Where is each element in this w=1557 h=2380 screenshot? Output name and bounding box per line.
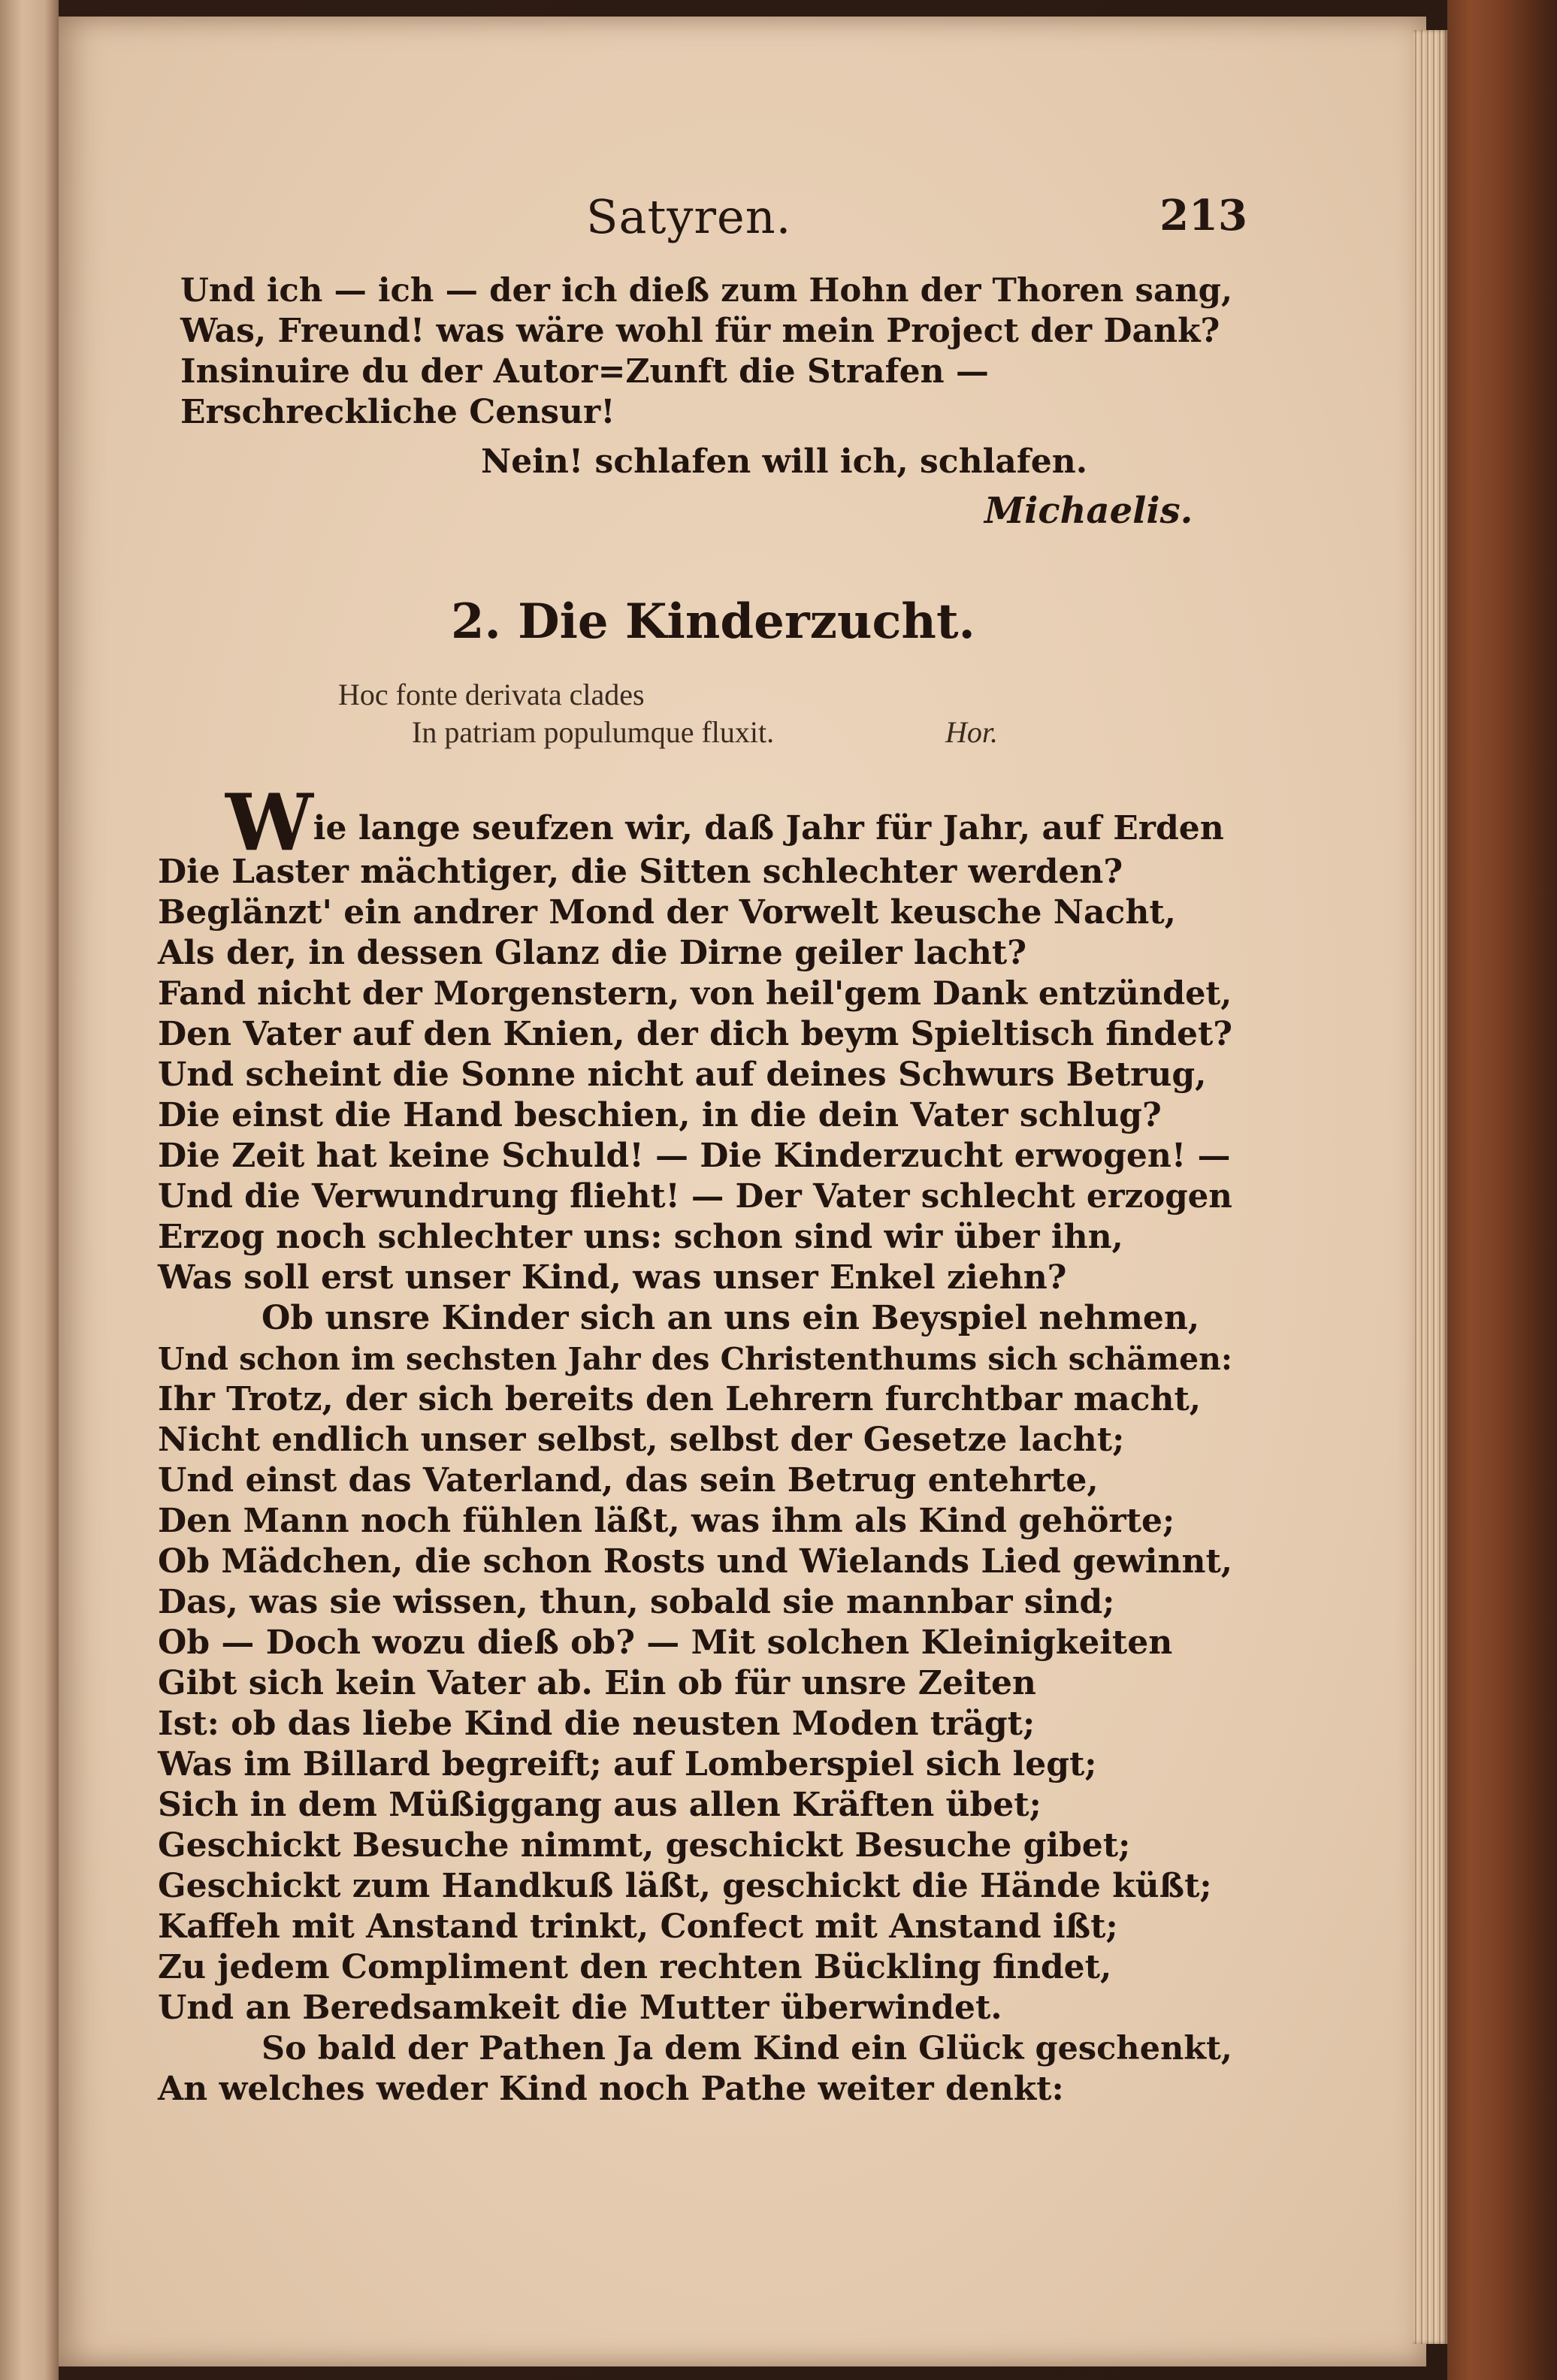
poem-line: Ob Mädchen, die schon Rosts und Wielands Lied gewinnt, xyxy=(158,1542,1233,1581)
poem-line: Den Vater auf den Knien, der dich beym Spieltisch findet? xyxy=(158,1015,1233,1053)
poem-line: Kaffeh mit Anstand trinkt, Confect mit Anstand ißt; xyxy=(158,1907,1118,1946)
poem-line: Und die Verwundrung flieht! — Der Vater schlecht erzogen xyxy=(158,1177,1232,1216)
running-title: Satyren. xyxy=(586,189,792,244)
poem-line: Und einst das Vaterland, das sein Betrug entehrte, xyxy=(158,1461,1099,1500)
poem-line: Die Laster mächtiger, die Sitten schlechter werden? xyxy=(158,853,1123,891)
poem-line: Das, was sie wissen, thun, sobald sie mannbar sind; xyxy=(158,1583,1115,1621)
poem-line: Und an Beredsamkeit die Mutter überwindet. xyxy=(158,1989,1002,2027)
poem-line: Als der, in dessen Glanz die Dirne geiler lacht? xyxy=(158,934,1026,972)
running-header xyxy=(586,189,1247,249)
author-signature: Michaelis. xyxy=(984,490,1193,532)
poem-line: Nicht endlich unser selbst, selbst der Gesetze lacht; xyxy=(158,1421,1125,1459)
left-page-edge xyxy=(0,0,59,2380)
page-number: 213 xyxy=(1159,191,1247,240)
poem-line: Ist: ob das liebe Kind die neusten Moden trägt; xyxy=(158,1705,1035,1743)
page-edges xyxy=(1413,30,1447,2344)
poem-line: Den Mann noch fühlen läßt, was ihm als Kind gehörte; xyxy=(158,1502,1175,1540)
poem-end-line: Und ich — ich — der ich dieß zum Hohn der Thoren sang, xyxy=(180,271,1233,310)
poem-line: Ob — Doch wozu dieß ob? — Mit solchen Kleinigkeiten xyxy=(158,1623,1173,1662)
poem-line: Ihr Trotz, der sich bereits den Lehrern furchtbar macht, xyxy=(158,1380,1202,1418)
poem-line: Zu jedem Compliment den rechten Bückling findet, xyxy=(158,1948,1112,1986)
poem-line: Fand nicht der Morgenstern, von heil'gem Dank entzündet, xyxy=(158,975,1232,1013)
poem-end-line: Nein! schlafen will ich, schlafen. xyxy=(481,442,1088,481)
poem-line: Gibt sich kein Vater ab. Ein ob für unsre Zeiten xyxy=(158,1664,1036,1702)
poem-line: Geschickt Besuche nimmt, geschickt Besuche gibet; xyxy=(158,1826,1131,1865)
epigraph-line: Hoc fonte derivata clades xyxy=(338,678,645,711)
epigraph-line: In patriam populumque fluxit. xyxy=(412,715,775,749)
poem-line: Die einst die Hand beschien, in die dein Vater schlug? xyxy=(158,1096,1162,1134)
poem-end-line: Was, Freund! was wäre wohl für mein Project der Dank? xyxy=(180,312,1220,350)
epigraph-source: Hor. xyxy=(945,715,999,749)
poem-end-line: Erschreckliche Censur! xyxy=(180,393,615,431)
poem-line: So bald der Pathen Ja dem Kind ein Glück geschenkt, xyxy=(262,2030,1232,2067)
poem-line: Sich in dem Müßiggang aus allen Kräften übet; xyxy=(158,1786,1042,1824)
drop-cap: W xyxy=(225,776,313,868)
poem-line: Ob unsre Kinder sich an uns ein Beyspiel nehmen, xyxy=(262,1299,1200,1337)
poem-line-text: ie lange seufzen wir, daß Jahr für Jahr, auf Erden xyxy=(313,809,1224,847)
poem-line: Geschickt zum Handkuß läßt, geschickt die Hände küßt; xyxy=(158,1867,1212,1905)
poem-line: Was soll erst unser Kind, was unser Enkel ziehn? xyxy=(158,1258,1067,1297)
poem-end-line: Insinuire du der Autor=Zunft die Strafen — xyxy=(180,352,989,391)
poem-line: Und scheint die Sonne nicht auf deines Schwurs Betrug, xyxy=(158,1056,1207,1094)
poem-line: Und schon im sechsten Jahr des Christenthums sich schämen: xyxy=(158,1341,1232,1377)
poem-line: Was im Billard begreift; auf Lomberspiel sich legt; xyxy=(158,1745,1097,1783)
poem-line: An welches weder Kind noch Pathe weiter denkt: xyxy=(158,2070,1064,2108)
poem-line: Beglänzt' ein andrer Mond der Vorwelt keusche Nacht, xyxy=(158,893,1176,932)
leather-binding xyxy=(1447,0,1557,2380)
section-heading: 2. Die Kinderzucht. xyxy=(451,593,975,650)
poem-line: Erzog noch schlechter uns: schon sind wir über ihn, xyxy=(158,1218,1123,1256)
poem-first-line xyxy=(225,776,1224,868)
poem-line: Die Zeit hat keine Schuld! — Die Kinderzucht erwogen! — xyxy=(158,1137,1231,1175)
